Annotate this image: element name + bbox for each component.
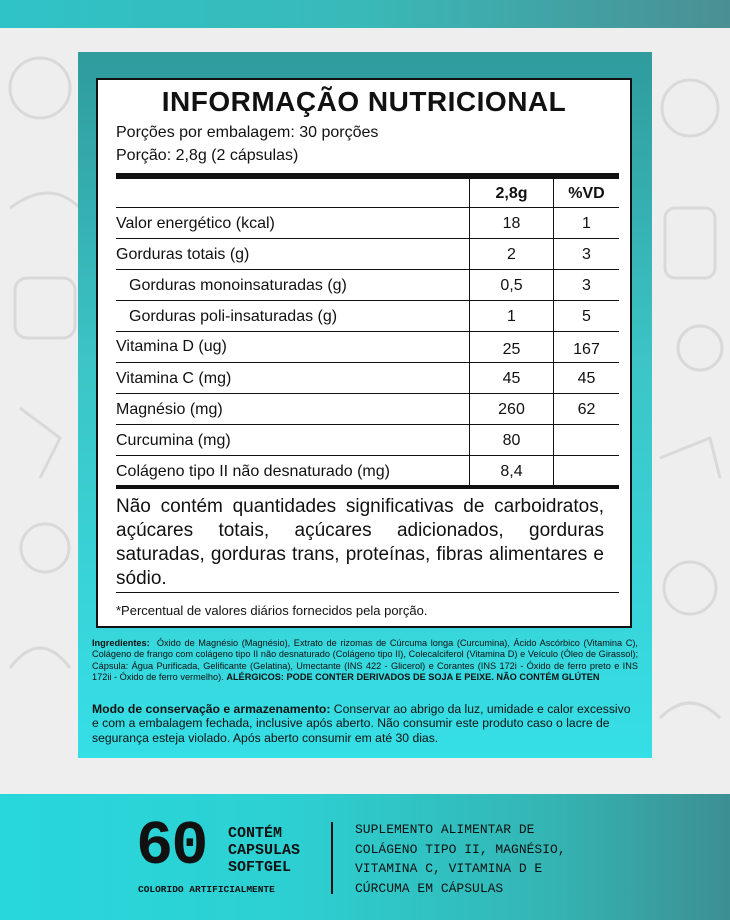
description-line: CÚRCUMA EM CÁPSULAS — [355, 880, 504, 896]
row-divider — [116, 207, 619, 208]
row-label: Gorduras poli-insaturadas (g) — [129, 308, 338, 325]
row-amount: 18 — [502, 215, 521, 232]
row-amount: 2 — [507, 246, 516, 263]
row-label: Magnésio (mg) — [116, 401, 223, 418]
row-amount: 80 — [502, 432, 521, 449]
description-line: COLÁGENO TIPO II, MAGNÉSIO, — [355, 841, 566, 857]
not-significant-note: Não contém quantidades significativas de carboidratos, açúcares totais, açúcares adicionados, gorduras saturadas, gorduras trans, proteínas, fibras alimentares e sódio. — [116, 496, 604, 589]
contains-line: CONTÉM — [228, 825, 283, 842]
row-divider — [116, 393, 619, 394]
row-dv: 5 — [582, 308, 591, 325]
row-dv: 1 — [582, 215, 591, 232]
row-divider — [116, 424, 619, 425]
footer-divider — [116, 485, 619, 489]
band-divider — [331, 822, 333, 894]
row-dv: 167 — [573, 341, 600, 358]
row-divider — [116, 362, 619, 363]
capsule-count: 60 — [136, 811, 207, 882]
ingredients-text: Óxido de Magnésio (Magnésio), Extrato de rizomas de Cúrcuma longa (Curcumina), Ácido Ascórbico (Vitamina C), Colágeno de frango com colágeno tipo II não desnaturado (Colágeno tipo II), Colecalciferol (Vitamina D) e Veículo (Óleo de Girassol); Cápsula: Água Purificada, Gelificante (Gelatina), Umectante (INS 422 - Glicerol) e Corantes (INS 172i - Óxido de ferro preto e INS 172ii - Óxido de ferro vermelho). — [92, 638, 638, 682]
row-divider — [116, 238, 619, 239]
contains-line: SOFTGEL — [228, 859, 292, 876]
top-color-strip — [0, 0, 730, 28]
ingredients-block — [92, 638, 638, 683]
row-amount: 25 — [502, 341, 521, 358]
row-label: Curcumina (mg) — [116, 432, 231, 449]
row-divider — [116, 300, 619, 301]
row-divider — [116, 269, 619, 270]
nutrition-table — [96, 78, 632, 628]
row-amount: 260 — [498, 401, 525, 418]
row-dv: 62 — [577, 401, 596, 418]
storage-label: Modo de conservação e armazenamento: — [92, 702, 331, 716]
header-divider — [116, 173, 619, 179]
row-label: Gorduras totais (g) — [116, 246, 250, 263]
product-description — [355, 820, 655, 898]
serving-size: Porção: 2,8g (2 cápsulas) — [116, 147, 299, 164]
column-header-amount: 2,8g — [495, 185, 528, 202]
column-header-dv: %VD — [568, 185, 605, 202]
row-amount: 8,4 — [500, 463, 523, 480]
row-dv: 45 — [577, 370, 596, 387]
row-divider — [116, 592, 619, 593]
row-label: Vitamina C (mg) — [116, 370, 232, 387]
row-amount: 0,5 — [500, 277, 523, 294]
description-line: SUPLEMENTO ALIMENTAR DE — [355, 822, 535, 837]
description-line: VITAMINA C, VITAMINA D E — [355, 861, 543, 876]
row-divider — [116, 455, 619, 456]
ingredients-label: Ingredientes: — [92, 638, 150, 648]
row-label: Gorduras monoinsaturadas (g) — [129, 277, 347, 294]
storage-text: Conservar ao abrigo da luz, umidade e calor excessivo e com a embalagem fechada, inclusive após aberto. Não consumir este produto caso o lacre de segurança esteja violado. Após aberto consumir em até 30 dias. — [92, 702, 631, 745]
storage-block — [92, 702, 638, 745]
table-title: INFORMAÇÃO NUTRICIONAL — [161, 86, 567, 117]
contains-line: CAPSULAS — [228, 842, 301, 859]
row-label: Colágeno tipo II não desnaturado (mg) — [116, 463, 390, 480]
allergens-text: ALÉRGICOS: PODE CONTER DERIVADOS DE SOJA E PEIXE. NÃO CONTÉM GLÚTEN — [226, 671, 600, 682]
servings-per-pack: Porções por embalagem: 30 porções — [116, 124, 379, 141]
artificial-color-note: COLORIDO ARTIFICIALMENTE — [138, 884, 275, 895]
row-divider — [116, 331, 619, 332]
row-dv: 3 — [582, 277, 591, 294]
contains-label — [228, 825, 300, 876]
row-label: Valor energético (kcal) — [116, 215, 275, 232]
dv-footnote: *Percentual de valores diários fornecidos pela porção. — [116, 603, 428, 618]
row-dv: 3 — [582, 246, 591, 263]
row-amount: 1 — [507, 308, 516, 325]
row-label: Vitamina D (ug) — [116, 338, 227, 355]
row-amount: 45 — [502, 370, 521, 387]
